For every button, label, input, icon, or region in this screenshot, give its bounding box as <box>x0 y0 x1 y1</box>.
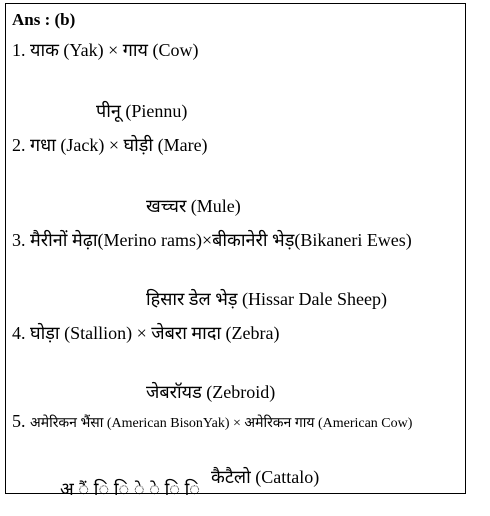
cross-4-parents: 4. घोड़ा (Stallion) × जेबरा मादा (Zebra) <box>12 323 280 343</box>
answer-label: Ans : (b) <box>12 10 76 29</box>
cut-off-text: अ ैं ि ि े े ि ि <box>60 479 201 499</box>
cross-2-offspring: खच्चर (Mule) <box>146 196 241 216</box>
cross-5-parents: अमेरिकन भैंसा (American BisonYak) × अमेरिकन गाय (American Cow) <box>30 416 413 431</box>
cross-1-offspring: पीनू (Piennu) <box>96 101 188 121</box>
cross-3-offspring: हिसार डेल भेड़ (Hissar Dale Sheep) <box>146 289 387 309</box>
cross-5-parents-row <box>12 410 412 435</box>
cross-5-number: 5. <box>12 411 26 431</box>
cross-5-offspring: कैटैलो (Cattalo) <box>211 467 320 487</box>
cross-1-parents: 1. याक (Yak) × गाय (Cow) <box>12 40 199 60</box>
cross-4-offspring: जेबरॉयड (Zebroid) <box>146 382 276 402</box>
answer-box <box>5 3 466 499</box>
cross-3-parents: 3. मैरीनों मेढ़ा(Merino rams)×बीकानेरी भेड़(Bikaneri Ewes) <box>12 230 412 250</box>
cross-2-parents: 2. गधा (Jack) × घोड़ी (Mare) <box>12 135 208 155</box>
